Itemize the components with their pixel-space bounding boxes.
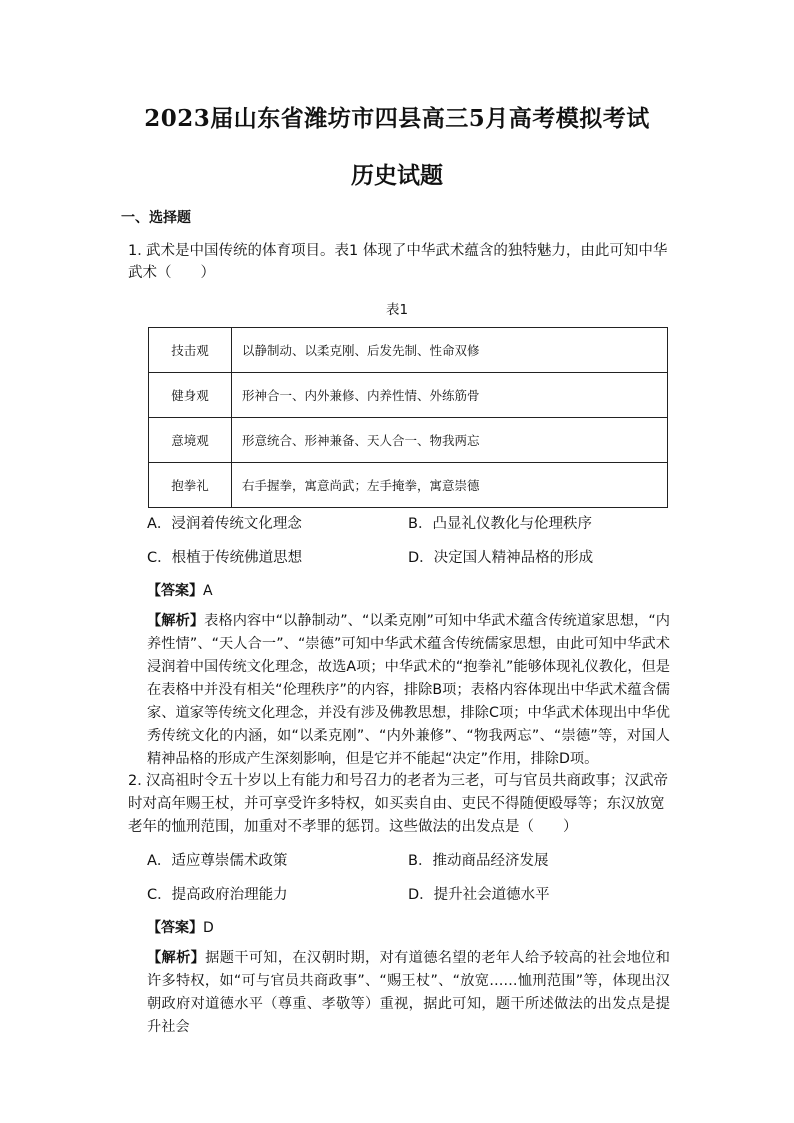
table-cell-value: 形意统合、形神兼备、天人合一、物我两忘 — [232, 418, 668, 463]
answer-label: 【答案】 — [147, 920, 203, 936]
question-1-option-b[interactable]: B．凸显礼仪教化与伦理秩序 — [408, 516, 592, 532]
table-row — [149, 418, 668, 463]
question-1-text: 武术是中国传统的体育项目。表1 体现了中华武术蕴含的独特魅力，由此可知中华武术（ ） — [128, 243, 668, 281]
question-2-option-a[interactable]: A．适应尊崇儒术政策 — [147, 853, 288, 869]
table-row — [149, 373, 668, 418]
table-row — [149, 328, 668, 373]
table-cell-value: 形神合一、内外兼修、内养性情、外练筋骨 — [232, 373, 668, 418]
table-cell-key: 抱拳礼 — [149, 463, 232, 508]
question-2-text: 汉高祖时令五十岁以上有能力和号召力的老者为三老，可与官员共商政事；汉武帝时对高年赐王杖，并可享受许多特权，如买卖自由、吏民不得随便殴辱等；东汉放宽老年的恤刑范围，加重对不孝罪的惩罚。这些做法的出发点是（ ） — [128, 773, 668, 835]
question-1-option-d[interactable]: D．决定国人精神品格的形成 — [408, 550, 594, 566]
question-2-answer — [147, 917, 214, 937]
martial-arts-table — [148, 327, 668, 508]
exam-title: 2023届山东省潍坊市四县高三5月高考模拟考试 — [144, 105, 650, 132]
question-1-option-c[interactable]: C．根植于传统佛道思想 — [147, 550, 303, 566]
table-cell-value: 以静制动、以柔克刚、后发先制、性命双修 — [232, 328, 668, 373]
answer-value: D — [203, 920, 214, 936]
question-2-option-c[interactable]: C．提高政府治理能力 — [147, 887, 288, 903]
question-1-number: 1． — [128, 243, 152, 259]
answer-value: A — [203, 583, 213, 599]
table-cell-key: 意境观 — [149, 418, 232, 463]
table-cell-key: 技击观 — [149, 328, 232, 373]
analysis-text: 据题干可知，在汉朝时期，对有道德名望的老年人给予较高的社会地位和许多特权，如“可与官员共商政事”、“赐王杖”、“放宽……恤刑范围”等，体现出汉朝政府对道德水平（尊重、孝敬等）重视，据此可知，题干所述做法的出发点是提升社会 — [147, 950, 670, 1035]
exam-subject: 历史试题 — [351, 162, 443, 189]
question-2-number: 2． — [128, 773, 152, 789]
question-2-option-d[interactable]: D．提升社会道德水平 — [408, 887, 550, 903]
section-heading: 一、选择题 — [121, 210, 191, 226]
table-caption: 表1 — [385, 302, 409, 318]
question-2-option-b[interactable]: B．推动商品经济发展 — [408, 853, 549, 869]
question-1-stem — [128, 240, 673, 284]
question-1-answer — [147, 580, 213, 600]
analysis-label: 【解析】 — [147, 613, 205, 629]
table-row — [149, 463, 668, 508]
answer-label: 【答案】 — [147, 583, 203, 599]
question-1-analysis — [147, 610, 670, 771]
question-2-stem — [128, 770, 673, 839]
analysis-label: 【解析】 — [147, 950, 206, 966]
question-1-option-a[interactable]: A．浸润着传统文化理念 — [147, 516, 302, 532]
table-cell-key: 健身观 — [149, 373, 232, 418]
analysis-text: 表格内容中“以静制动”、“以柔克刚”可知中华武术蕴含传统道家思想，“内养性情”、“天人合一”、“崇德”可知中华武术蕴含传统儒家思想，由此可知中华武术浸润着中国传统文化理念，故选A项；中华武术的“抱拳礼”能够体现礼仪教化，但是在表格中并没有相关“伦理秩序”的内容，排除B项；表格内容体现出中华武术蕴含儒家、道家等传统文化理念，并没有涉及佛教思想，排除C项；中华武术体现出中华优秀传统文化的内涵，如“以柔克刚”、“内外兼修”、“物我两忘”、“崇德”等，对国人精神品格的形成产生深刻影响，但是它并不能起“决定”作用，排除D项。 — [147, 613, 670, 767]
question-2-analysis — [147, 947, 670, 1039]
table-cell-value: 右手握拳，寓意尚武；左手掩拳，寓意崇德 — [232, 463, 668, 508]
